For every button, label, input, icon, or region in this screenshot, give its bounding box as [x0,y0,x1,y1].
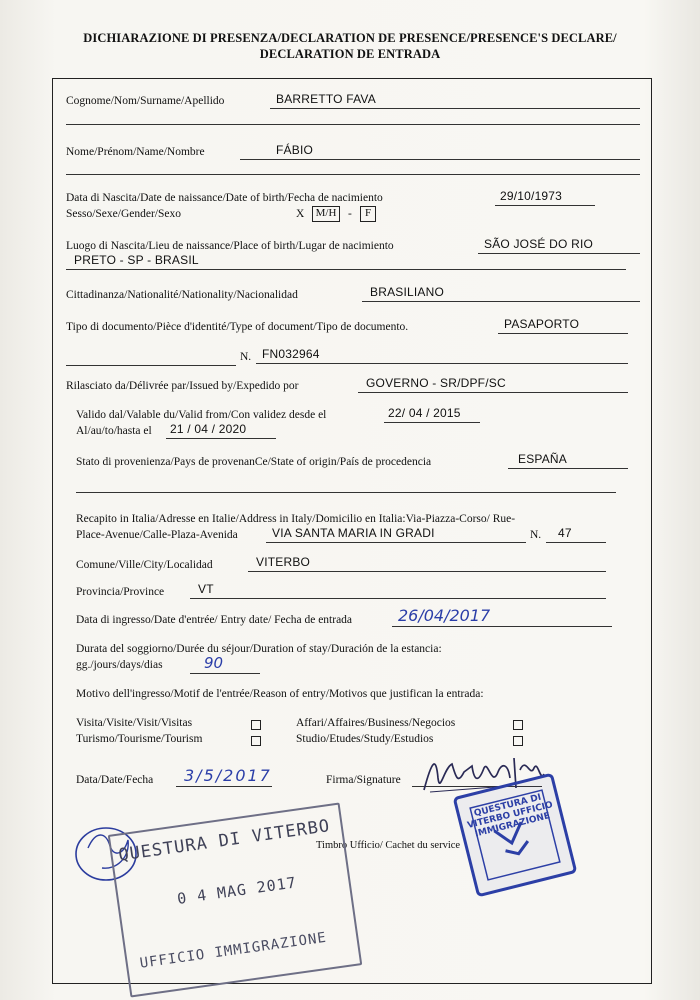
name-label: Nome/Prénom/Name/Nombre [66,146,205,158]
dob-value: 29/10/1973 [500,189,563,203]
address-number-label: N. [530,529,542,541]
address-line [266,542,526,543]
doc-type-label: Tipo di documento/Pièce d'identité/Type of document/Tipo de documento. [66,321,409,333]
questura-stamp-subtitle: UFFICIO IMMIGRAZIONE [138,929,328,972]
sex-male-box: M/H [312,206,340,222]
address-number-line [546,542,606,543]
title-line-2: DECLARATION DE ENTRADA [259,47,441,61]
province-value: VT [198,582,214,596]
reason-visit-checkbox[interactable] [251,720,261,730]
stay-line [190,673,260,674]
questura-stamp [108,803,363,998]
origin-state-value: ESPAÑA [518,452,567,466]
document-title [60,30,640,62]
blue-stamp-text: QUESTURA DI VITERBO UFFICIO IMMIGRAZIONE [466,792,554,840]
origin-state-label: Stato di provenienza/Pays de provenanCe/State of origin/País de procedencia [76,456,432,468]
doc-number-line [256,363,628,364]
birthplace-line [478,253,640,254]
reason-tourism-checkbox[interactable] [251,736,261,746]
title-line-1: DICHIARAZIONE DI PRESENZA/DECLARATION DE PRESENCE/PRESENCE'S DECLARE/ [83,31,617,45]
name-value: FÁBIO [276,143,314,157]
entry-date-value: 26/04/2017 [398,606,491,625]
sex-mark: X [296,208,305,220]
province-line [190,598,606,599]
reason-study-label: Studio/Etudes/Study/Estudios [296,733,434,745]
nationality-line [362,301,640,302]
surname-value: BARRETTO FAVA [276,92,376,106]
nationality-value: BRASILIANO [370,285,445,299]
surname-label: Cognome/Nom/Surname/Apellido [66,95,225,107]
sex-female-box: F [360,206,376,222]
valid-from-line [384,422,480,423]
origin-state-line [508,468,628,469]
entry-date-line [392,626,612,627]
address-label-1: Recapito in Italia/Adresse en Italie/Address in Italy/Domicilio en Italia:Via-Piazza-Corso/ Rue- [76,513,516,525]
birthplace-label: Luogo di Nascita/Lieu de naissance/Place of birth/Lugar de nacimiento [66,240,394,252]
doc-type-line [498,333,628,334]
dob-label: Data di Nascita/Date de naissance/Date of birth/Fecha de nacimiento [66,192,383,204]
reason-business-label: Affari/Affaires/Business/Negocios [296,717,456,729]
stay-label-1: Durata del soggiorno/Durée du séjour/Duration of stay/Duración de la estancia: [76,643,442,655]
questura-stamp-date: 0 4 MAG 2017 [176,873,298,908]
valid-to-label: Al/au/to/hasta el [76,425,152,437]
city-value: VITERBO [256,555,311,569]
stay-value: 90 [204,654,224,672]
doc-number-label: N. [240,351,252,363]
sex-dash: - [348,208,352,220]
valid-from-value: 22/ 04 / 2015 [388,406,461,420]
name-line-2 [66,174,640,175]
issued-by-line [358,392,628,393]
reason-label: Motivo dell'ingresso/Motif de l'entrée/Reason of entry/Motivos que justifican la entrada: [76,688,484,700]
reason-visit-label: Visita/Visite/Visit/Visitas [76,717,193,729]
city-label: Comune/Ville/City/Localidad [76,559,213,571]
valid-to-value: 21 / 04 / 2020 [170,422,247,436]
reason-business-checkbox[interactable] [513,720,523,730]
issued-by-label: Rilasciato da/Délivrée par/Issued by/Expedido por [66,380,299,392]
birthplace-value-1: SÃO JOSÉ DO RIO [484,237,594,251]
address-label-2: Place-Avenue/Calle-Plaza-Avenida [76,529,238,541]
address-number-value: 47 [558,526,572,540]
surname-line [270,108,640,109]
doc-number-value: FN032964 [262,347,320,361]
date-value: 3/5/2017 [184,766,272,785]
valid-from-label: Valido dal/Valable du/Valid from/Con validez desde el [76,409,327,421]
city-line [248,571,606,572]
entry-date-label: Data di ingresso/Date d'entrée/ Entry date/ Fecha de entrada [76,614,353,626]
dob-line [495,205,595,206]
address-value: VIA SANTA MARIA IN GRADI [272,526,435,540]
date-line [176,786,272,787]
office-stamp-label: Timbro Ufficio/ Cachet du service [316,840,461,851]
birthplace-value-2: PRETO - SP - BRASIL [74,253,199,267]
nationality-label: Cittadinanza/Nationalité/Nationality/Nacionalidad [66,289,298,301]
reason-study-checkbox[interactable] [513,736,523,746]
doc-number-lead-line [66,365,236,366]
stay-label-2: gg./jours/days/dias [76,659,163,671]
date-label: Data/Date/Fecha [76,774,154,786]
reason-tourism-label: Turismo/Tourisme/Tourism [76,733,203,745]
surname-line-2 [66,124,640,125]
sex-label: Sesso/Sexe/Gender/Sexo [66,208,181,220]
province-label: Provincia/Province [76,586,165,598]
questura-stamp-title: QUESTURA DI VITERBO [117,816,332,866]
issued-by-value: GOVERNO - SR/DPF/SC [366,376,506,390]
birthplace-line-2 [66,269,626,270]
signature-label: Firma/Signature [326,774,401,786]
doc-type-value: PASAPORTO [504,317,580,331]
valid-to-line [166,438,276,439]
name-line [240,159,640,160]
origin-state-line-2 [76,492,616,493]
